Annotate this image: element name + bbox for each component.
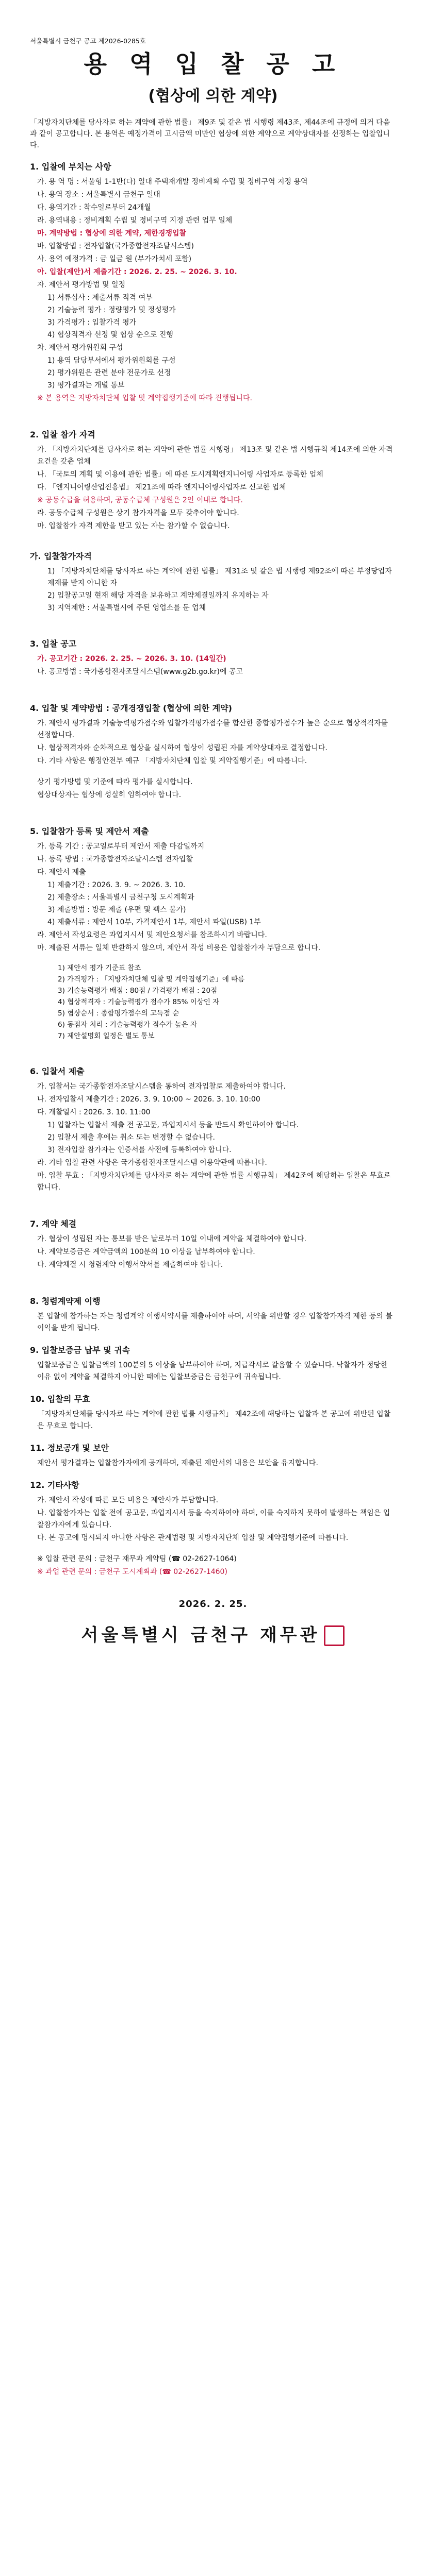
s7-item: 가. 협상이 성립된 자는 통보를 받은 날로부터 10일 이내에 계약을 체결하여야 합니다. — [37, 1234, 306, 1243]
s1-sub: 1) 서류심사 : 제출서류 적격 여부 — [47, 293, 153, 302]
s5-sub2: 1) 제안서 평가 기준표 참조 — [58, 963, 141, 972]
s5-item: 라. 제안서 작성요령은 과업지시서 및 제안요청서를 참조하시기 바랍니다. — [37, 930, 267, 939]
s7-item: 다. 계약체결 시 청렴계약 이행서약서를 제출하여야 합니다. — [37, 1260, 223, 1269]
s12-item: 나. 입찰참가자는 입찰 전에 공고문, 과업지시서 등을 숙지하여야 하며, 이를 숙지하지 못하여 발생하는 책임은 입찰참가자에게 있습니다. — [37, 1509, 390, 1529]
s5-sub: 4) 제출서류 : 제안서 10부, 가격제안서 1부, 제안서 파일(USB) 1부 — [47, 918, 261, 926]
s4-note: 협상대상자는 협상에 성실히 임하여야 합니다. — [37, 790, 182, 799]
footer — [30, 1599, 396, 1647]
title-block — [30, 50, 396, 106]
section-10-title: 10. 입찰의 무효 — [30, 1394, 90, 1404]
notice-number: 서울특별시 금천구 공고 제2026-0285호 — [30, 37, 146, 45]
s2-item: 나. 「국토의 계획 및 이용에 관한 법률」에 따른 도시계획엔지니어링 사업자로 등록한 업체 — [37, 470, 323, 479]
s2-item: 가. 「지방자치단체를 당사자로 하는 계약에 관한 법률 시행령」 제13조 및 같은 법 시행규칙 제14조에 의한 자격요건을 갖춘 업체 — [37, 445, 393, 466]
s1-item: 자. 제안서 평가방법 및 일정 — [37, 280, 126, 289]
s6-item: 가. 입찰서는 국가종합전자조달시스템을 통하여 전자입찰로 제출하여야 합니다. — [37, 1082, 286, 1091]
intro-paragraph: 「지방자치단체를 당사자로 하는 계약에 관한 법률」 제9조 및 같은 법 시행령 제43조, 제44조에 규정에 의거 다음과 같이 공고합니다. 본 용역은 예정가격이 고시금액 미만인 협상에 의한 계약으로 계약상대자를 선정하는 입찰입니다. — [30, 118, 390, 149]
s6-sub: 3) 전자입찰 참가자는 인증서를 사전에 등록하여야 합니다. — [47, 1145, 232, 1154]
s4-item: 다. 기타 사항은 행정안전부 예규 「지방자치단체 입찰 및 계약집행기준」에 따릅니다. — [37, 756, 307, 765]
s5-item: 가. 등록 기간 : 공고일로부터 제안서 제출 마감일까지 — [37, 842, 205, 851]
s11-text: 제안서 평가결과는 입찰참가자에게 공개하며, 제출된 제안서의 내용은 보안을 유지합니다. — [37, 1459, 318, 1467]
s9-text: 입찰보증금은 입찰금액의 100분의 5 이상을 납부하여야 하며, 지급각서로 갈음할 수 있습니다. 낙찰자가 정당한 이유 없이 계약을 체결하지 아니한 때에는 입찰보증금은 금천구에 귀속됩니다. — [37, 1361, 388, 1381]
notice-document — [30, 36, 396, 1646]
section-2-title: 2. 입찰 참가 자격 — [30, 429, 95, 439]
s5-item: 나. 등록 방법 : 국가종합전자조달시스템 전자입찰 — [37, 855, 193, 863]
s5-sub2: 4) 협상적격자 : 기술능력평가 점수가 85% 이상인 자 — [58, 997, 220, 1006]
s6-sub: 1) 입찰자는 입찰서 제출 전 공고문, 과업지시서 등을 반드시 확인하여야 합니다. — [47, 1121, 299, 1129]
s5-item: 마. 제출된 서류는 일체 반환하지 않으며, 제안서 작성 비용은 입찰참가자 부담으로 합니다. — [37, 943, 321, 952]
section-9-title: 9. 입찰보증금 납부 및 귀속 — [30, 1345, 130, 1355]
s1-item: 마. 계약방법 : 협상에 의한 계약, 제한경쟁입찰 — [37, 229, 186, 238]
s1-item: 다. 용역기간 : 착수일로부터 24개월 — [37, 203, 151, 212]
s6-item: 다. 개찰일시 : 2026. 3. 10. 11:00 — [37, 1108, 151, 1116]
s1-sub: 3) 평가결과는 개별 통보 — [47, 381, 125, 389]
s5-sub2: 3) 기술능력평가 배점 : 80점 / 가격평가 배점 : 20점 — [58, 986, 218, 995]
issuer — [30, 1621, 396, 1647]
section-3-title: 3. 입찰 공고 — [30, 638, 77, 649]
notice-date: 2026. 2. 25. — [178, 1598, 248, 1609]
s7-item: 나. 계약보증금은 계약금액의 100분의 10 이상을 납부하여야 합니다. — [37, 1247, 255, 1256]
contact-note: ※ 입찰 관련 문의 : 금천구 재무과 계약팀 (☎ 02-2627-1064) — [37, 1554, 237, 1563]
s1-item: 라. 용역내용 : 정비계획 수립 및 정비구역 지정 관련 업무 일체 — [37, 216, 233, 225]
s5-sub2: 7) 제안설명회 일정은 별도 통보 — [58, 1031, 155, 1040]
document-title: 용 역 입 찰 공 고 — [84, 50, 342, 78]
s12-item: 다. 본 공고에 명시되지 아니한 사항은 관계법령 및 지방자치단체 입찰 및 계약집행기준에 따릅니다. — [37, 1533, 349, 1542]
s1-item: 사. 용역 예정가격 : 금 일금 원 (부가가치세 포함) — [37, 255, 192, 263]
issuer-name: 서울특별시 금천구 재무관 — [81, 1624, 320, 1646]
s2b-item: 1) 「지방자치단체를 당사자로 하는 계약에 관한 법률」 제31조 및 같은 법 시행령 제92조에 따른 부정당업자 제재를 받지 아니한 자 — [47, 567, 392, 587]
s5-sub: 3) 제출방법 : 방문 제출 (우편 및 팩스 불가) — [47, 905, 186, 914]
s2b-item: 2) 입찰공고일 현재 해당 자격을 보유하고 계약체결일까지 유지하는 자 — [47, 591, 269, 600]
s2-red-note: ※ 공동수급을 허용하며, 공동수급체 구성원은 2인 이내로 합니다. — [37, 496, 243, 504]
s2-item: 다. 「엔지니어링산업진흥법」 제21조에 따라 엔지니어링사업자로 신고한 업체 — [37, 483, 286, 492]
s1-red-note: ※ 본 용역은 지방자치단체 입찰 및 계약집행기준에 따라 진행됩니다. — [37, 394, 252, 402]
s4-note: 상기 평가방법 및 기준에 따라 평가를 실시합니다. — [37, 777, 193, 786]
section-11-title: 11. 정보공개 및 보안 — [30, 1443, 109, 1453]
section-6-title: 6. 입찰서 제출 — [30, 1066, 85, 1076]
document-subtitle: (협상에 의한 계약) — [148, 87, 278, 105]
s1-sub: 3) 가격평가 : 입찰가격 평가 — [47, 318, 137, 327]
contact-note: ※ 과업 관련 문의 : 금천구 도시계획과 (☎ 02-2627-1460) — [37, 1567, 227, 1576]
s12-item: 가. 제안서 작성에 따른 모든 비용은 제안사가 부담합니다. — [37, 1496, 219, 1504]
s3-item: 나. 공고방법 : 국가종합전자조달시스템(www.g2b.go.kr)에 공고 — [37, 667, 243, 676]
s10-text: 「지방자치단체를 당사자로 하는 계약에 관한 법률 시행규칙」 제42조에 해당하는 입찰과 본 공고에 위반된 입찰은 무효로 합니다. — [37, 1410, 391, 1430]
s6-item: 라. 기타 입찰 관련 사항은 국가종합전자조달시스템 이용약관에 따릅니다. — [37, 1158, 267, 1167]
section-2b-title: 가. 입찰참가자격 — [30, 551, 92, 561]
section-5-title: 5. 입찰참가 등록 및 제안서 제출 — [30, 826, 149, 836]
s5-sub2: 5) 협상순서 : 종합평가점수의 고득점 순 — [58, 1009, 179, 1018]
s2-item: 라. 공동수급체 구성원은 상기 참가자격을 모두 갖추어야 합니다. — [37, 509, 239, 517]
s3-item: 가. 공고기간 : 2026. 2. 25. ~ 2026. 3. 10. (14일간) — [37, 654, 226, 663]
s8-text: 본 입찰에 참가하는 자는 청렴계약 이행서약서를 제출하여야 하며, 서약을 위반할 경우 입찰참가자격 제한 등의 불이익을 받게 됩니다. — [37, 1312, 392, 1332]
s1-sub: 4) 협상적격자 선정 및 협상 순으로 진행 — [47, 330, 173, 339]
s5-sub2: 6) 동점자 처리 : 기술능력평가 점수가 높은 자 — [58, 1020, 198, 1029]
s4-item: 가. 제안서 평가결과 기술능력평가점수와 입찰가격평가점수를 합산한 종합평가점수가 높은 순으로 협상적격자를 선정합니다. — [37, 719, 388, 739]
s2b-item: 3) 지역제한 : 서울특별시에 주된 영업소를 둔 업체 — [47, 603, 206, 612]
section-7-title: 7. 계약 체결 — [30, 1218, 77, 1229]
s2-item: 마. 입찰참가 자격 제한을 받고 있는 자는 참가할 수 없습니다. — [37, 521, 230, 530]
s1-sub: 2) 평가위원은 관련 분야 전문가로 선정 — [47, 368, 171, 377]
s1-sub: 1) 용역 담당부서에서 평가위원회를 구성 — [47, 356, 176, 365]
s5-sub: 1) 제출기간 : 2026. 3. 9. ~ 2026. 3. 10. — [47, 880, 186, 889]
s1-item: 아. 입찰(제안)서 제출기간 : 2026. 2. 25. ~ 2026. 3. 10. — [37, 267, 237, 276]
s5-item: 다. 제안서 제출 — [37, 868, 86, 876]
section-4-title: 4. 입찰 및 계약방법 : 공개경쟁입찰 (협상에 의한 계약) — [30, 703, 232, 713]
s1-sub: 2) 기술능력 평가 : 정량평가 및 정성평가 — [47, 306, 176, 314]
s1-item: 바. 입찰방법 : 전자입찰(국가종합전자조달시스템) — [37, 242, 194, 250]
s1-item: 가. 용 역 명 : 서울형 1-1반(다) 일대 주택재개발 정비계획 수립 및 정비구역 지정 용역 — [37, 177, 308, 186]
s5-sub: 2) 제출장소 : 서울특별시 금천구청 도시계획과 — [47, 893, 194, 902]
s1-item: 나. 용역 장소 : 서울특별시 금천구 일대 — [37, 190, 160, 199]
s5-sub2: 2) 가격평가 : 「지방자치단체 입찰 및 계약집행기준」에 따름 — [58, 975, 245, 984]
section-1-title: 1. 입찰에 부치는 사항 — [30, 161, 111, 172]
s4-item: 나. 협상적격자와 순차적으로 협상을 실시하여 협상이 성립된 자를 계약상대자로 결정합니다. — [37, 743, 327, 752]
s6-item: 나. 전자입찰서 제출기간 : 2026. 3. 9. 10:00 ~ 2026. 3. 10. 10:00 — [37, 1095, 260, 1104]
official-seal-icon — [324, 1625, 345, 1646]
section-8-title: 8. 청렴계약제 이행 — [30, 1296, 101, 1306]
s1-item: 차. 제안서 평가위원회 구성 — [37, 343, 123, 352]
s6-item: 마. 입찰 무효 : 「지방자치단체를 당사자로 하는 계약에 관한 법률 시행규칙」 제42조에 해당하는 입찰은 무효로 합니다. — [37, 1171, 391, 1192]
section-12-title: 12. 기타사항 — [30, 1480, 79, 1490]
s6-sub: 2) 입찰서 제출 후에는 취소 또는 변경할 수 없습니다. — [47, 1133, 215, 1142]
